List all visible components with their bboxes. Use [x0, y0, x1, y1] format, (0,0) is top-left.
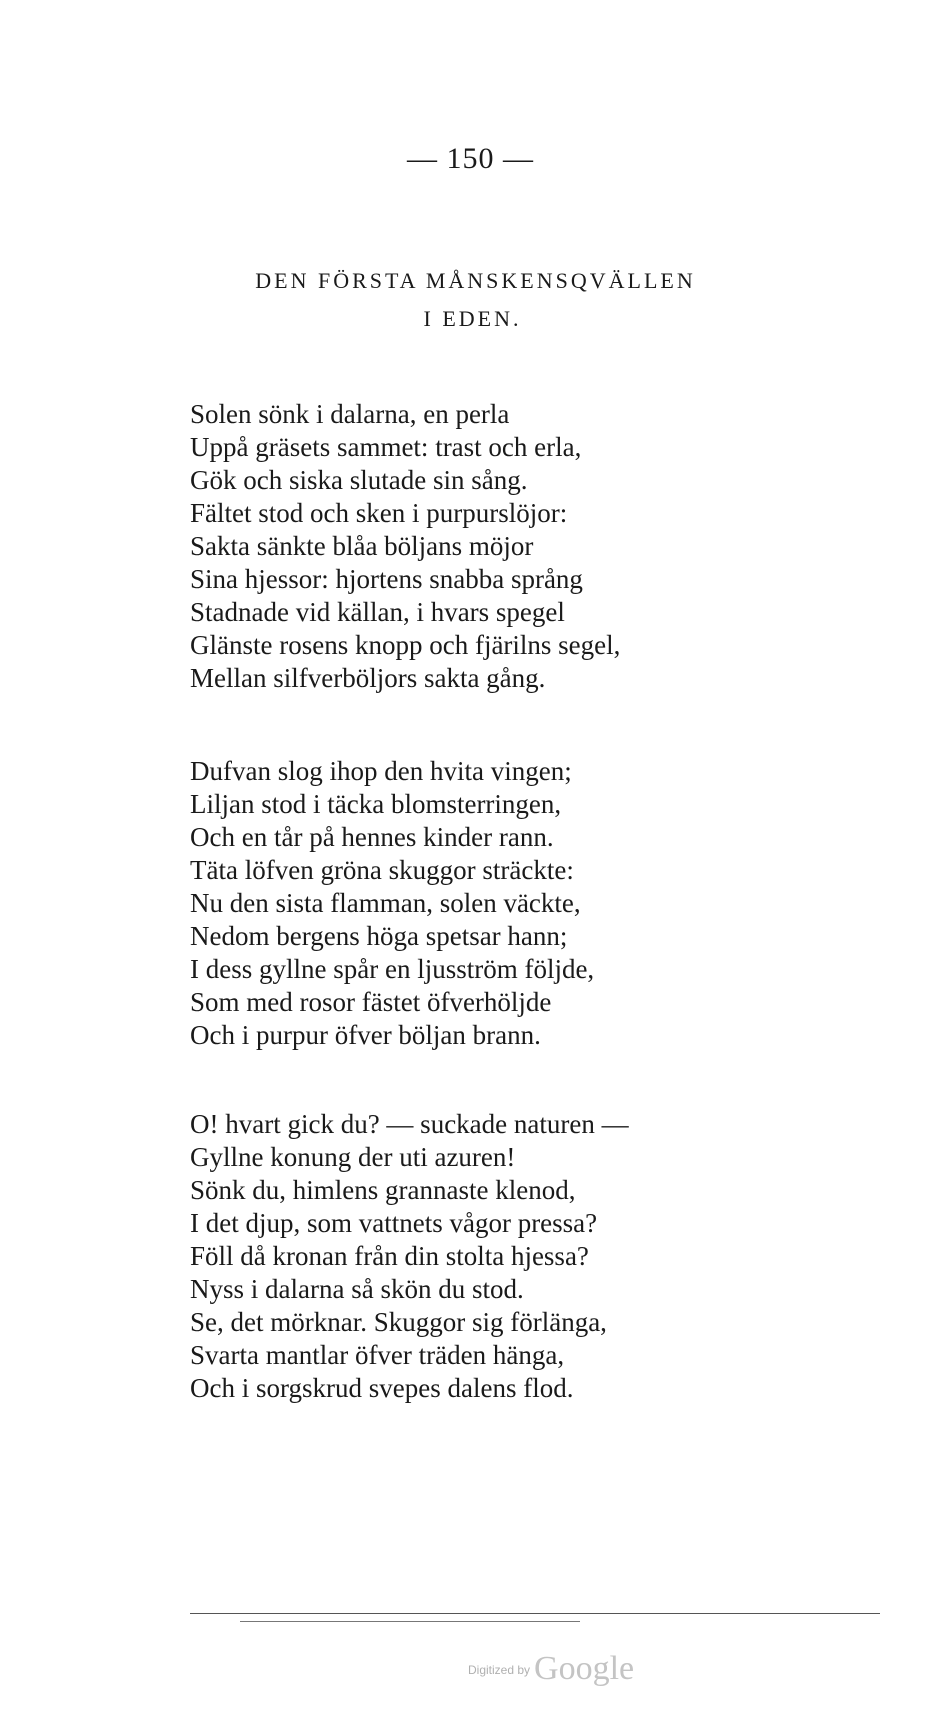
poem-line: Fältet stod och sken i purpurslöjor: — [190, 498, 568, 528]
poem-line: Solen sönk i dalarna, en perla — [190, 399, 510, 429]
watermark-prefix: Digitized by — [468, 1663, 531, 1677]
poem-title-continued: I EDEN. — [423, 306, 522, 331]
poem-line: Täta löfven gröna skuggor sträckte: — [190, 855, 574, 885]
poem-line: Och i purpur öfver böljan brann. — [190, 1020, 541, 1050]
poem-line: Och i sorgskrud svepes dalens flod. — [190, 1373, 574, 1403]
poem-line: Och en tår på hennes kinder rann. — [190, 822, 554, 852]
poem-line: I dess gyllne spår en ljusström följde, — [190, 954, 595, 984]
poem-title: DEN FÖRSTA MÅNSKENSQVÄLLEN — [255, 268, 696, 293]
poem-line: Stadnade vid källan, i hvars spegel — [190, 597, 565, 627]
poem-line: Nedom bergens höga spetsar hann; — [190, 921, 568, 951]
poem-line: Svarta mantlar öfver träden hänga, — [190, 1340, 565, 1370]
poem-line: O! hvart gick du? — suckade naturen — — [190, 1109, 629, 1139]
poem-line: I det djup, som vattnets vågor pressa? — [190, 1208, 598, 1238]
poem-line: Sönk du, himlens grannaste klenod, — [190, 1175, 576, 1205]
poem-line: Sakta sänkte blåa böljans möjor — [190, 531, 534, 561]
poem-line: Gök och siska slutade sin sång. — [190, 465, 528, 495]
page-bottom-rule-faint — [240, 1621, 580, 1622]
poem-line: Uppå gräsets sammet: trast och erla, — [190, 432, 582, 462]
poem-line: Som med rosor fästet öfverhöljde — [190, 987, 552, 1017]
google-logo: Google — [534, 1650, 635, 1687]
stanza-3 — [190, 1108, 810, 1405]
poem-line: Föll då kronan från din stolta hjessa? — [190, 1241, 589, 1271]
poem-line: Se, det mörknar. Skuggor sig förlänga, — [190, 1307, 607, 1337]
poem-line: Nu den sista flamman, solen väckte, — [190, 888, 581, 918]
poem-line: Dufvan slog ihop den hvita vingen; — [190, 756, 572, 786]
page-number: — 150 — — [407, 142, 534, 175]
poem-line: Mellan silfverböljors sakta gång. — [190, 663, 546, 693]
digitized-watermark — [468, 1650, 634, 1688]
stanza-2 — [190, 755, 810, 1052]
page-bottom-rule — [190, 1613, 880, 1614]
poem-line: Nyss i dalarna så skön du stod. — [190, 1274, 524, 1304]
poem-line: Sina hjessor: hjortens snabba språng — [190, 564, 583, 594]
poem-line: Glänste rosens knopp och fjärilns segel, — [190, 630, 621, 660]
poem-line: Gyllne konung der uti azuren! — [190, 1142, 516, 1172]
poem-line: Liljan stod i täcka blomsterringen, — [190, 789, 562, 819]
stanza-1 — [190, 398, 810, 695]
